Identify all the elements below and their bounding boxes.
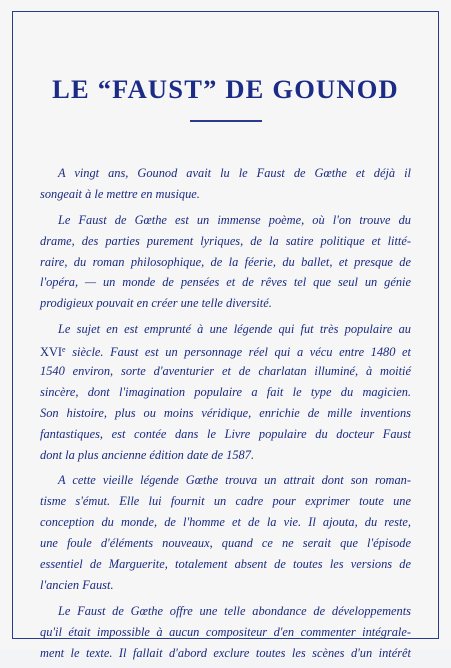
text-line: drame, des parties purement lyriques, de la satire politique et litté-: [40, 233, 411, 248]
text-line: une foule d'éléments nouveaux, quand ce ne serait que l'épisode: [40, 536, 411, 551]
text-line: sincère, dont l'imagination populaire a fait le type du magicien.: [40, 384, 411, 399]
text-line: ment le texte. Il fallait d'abord exclure toutes les scènes d'un intérêt: [40, 645, 411, 660]
text-line: qu'il était impossible à aucun compositeur d'en commenter intégrale-: [40, 624, 411, 639]
paragraph-3: [40, 319, 411, 465]
text-line: Le sujet en est emprunté à une légende qui fut très populaire au: [58, 322, 411, 337]
text-line: 1540 environ, sorte d'aventurier et de charlatan illuminé, à moitié: [40, 364, 411, 379]
title-underline-rule: [190, 120, 262, 122]
text-line: prodigieux pouvait en créer une telle diversité.: [40, 296, 272, 311]
text-line: songeait à le mettre en musique.: [40, 186, 200, 201]
page-title: LE “FAUST” DE GOUNOD: [52, 74, 399, 104]
text-line: raire, du roman philosophique, de la féerie, du ballet, et presque de: [40, 254, 411, 269]
text-line: Son histoire, plus ou moins véridique, enrichie de mille inventions: [40, 405, 411, 420]
paragraph-4: [40, 470, 411, 595]
century-suffix: e: [62, 345, 66, 355]
text-line: dont la plus ancienne édition date de 1587.: [40, 447, 255, 462]
paragraph-1: [40, 163, 411, 205]
text-line: fantastiques, est contée dans le Livre populaire du docteur Faust: [40, 426, 411, 441]
text-line: tisme s'émut. Elle lui fournit un cadre pour exprimer toute une: [40, 494, 411, 509]
text-line: A cette vieille légende Gœthe trouva un attrait dont son roman-: [58, 473, 411, 488]
text-line: XVIe siècle. Faust est un personnage réel qui a vécu entre 1480 et: [40, 345, 411, 360]
text-line: A vingt ans, Gounod avait lu le Faust de Gœthe et déjà il: [58, 166, 411, 180]
century-numeral: XVI: [40, 345, 63, 360]
text-line: conception du monde, de l'homme et de la vie. Il ajouta, du reste,: [40, 515, 411, 530]
text-line: l'ancien Faust.: [40, 577, 114, 592]
paragraph-2: [40, 210, 411, 314]
body-text: [40, 163, 411, 668]
text-line: Le Faust de Gœthe est un immense poème, où l'on trouve du: [58, 212, 411, 227]
text-line: Le Faust de Gœthe offre une telle abondance de développements: [58, 603, 411, 618]
paragraph-5: [40, 601, 411, 664]
text-line: essentiel de Marguerite, totalement absent de toutes les versions de: [40, 557, 411, 572]
text-line: l'opéra, — un monde de pensées et de rêves tel que seul un génie: [40, 275, 411, 290]
